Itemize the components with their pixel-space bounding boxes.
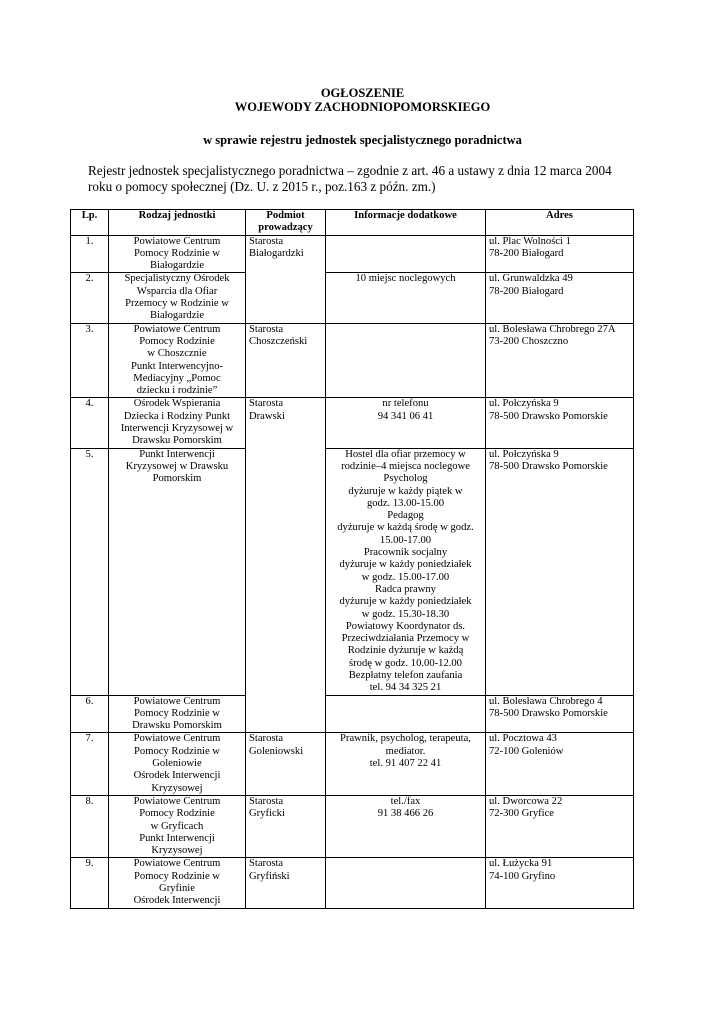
cell-line: Starosta [249,795,284,807]
cell-line: nr telefonu [382,398,429,410]
cell-line: ul. Plac Wolności 1 [489,235,571,247]
cell-line: ul. Połczyńska 9 [489,448,559,460]
cell-line: ul. Bolesława Chrobrego 4 [489,695,603,707]
cell-line: Pracownik socjalny [363,547,448,559]
cell-line: 78-500 Drawsko Pomorskie [489,410,608,422]
cell-line: Ośrodek Wspierania [133,398,221,410]
cell-line: 15.00-17.00 [379,534,432,546]
cell-line: Pomorskim [152,473,202,485]
table-row [71,733,634,795]
cell-line: Pomocy Rodzinie w [134,870,220,882]
cell-line: Kryzysowej [151,782,203,794]
row-address [486,795,634,857]
row-address [486,323,634,398]
cell-line: mediator. [385,745,426,757]
cell-line: Pomocy Rodzinie w [134,745,220,757]
cell-line: Powiatowe Centrum [133,795,221,807]
cell-line: Punkt Interwencji [139,832,215,844]
cell-line: Interwencji Kryzysowej w [120,423,234,435]
table-row [71,695,634,733]
row-info [326,795,486,857]
cell-line: Psycholog [383,473,428,485]
row-lp: 4. [71,398,109,448]
cell-line: dyżuruje w każdą środę w godz. [337,522,474,534]
cell-line: Powiatowe Centrum [133,858,221,870]
row-address [486,858,634,908]
cell-line: 78-500 Drawsko Pomorskie [489,460,608,472]
table-row [71,398,634,448]
cell-line: środę w godz. 10.00-12.00 [349,657,462,669]
cell-line: Rodzinie dyżuruje w każdą [347,645,464,657]
header-lp: Lp. [71,210,109,236]
cell-line: 78-200 Białogard [489,285,564,297]
cell-line: Starosta [249,398,284,410]
cell-line: rodzinie–4 miejsca noclegowe [341,460,470,472]
intro-line: roku o pomocy społecznej (Dz. U. z 2015 r., poz.163 z późn. zm.) [88,178,436,194]
row-unit [109,273,246,323]
row-owner [246,235,326,323]
cell-line: Białogardzie [149,310,205,322]
row-owner [246,323,326,398]
cell-line: 91 38 466 26 [377,808,434,820]
row-lp: 1. [71,235,109,273]
cell-line: tel./fax [390,795,421,807]
row-unit [109,448,246,695]
cell-line: Białogardzki [249,247,304,259]
cell-line: Specjalistyczny Ośrodek [124,273,230,285]
row-unit [109,733,246,795]
row-address [486,235,634,273]
row-address [486,398,634,448]
cell-line: dyżuruje w każdy poniedziałek [339,559,472,571]
header-address: Adres [486,210,634,236]
cell-line: Gryficki [249,808,285,820]
cell-line: Starosta [249,858,284,870]
announcement-title: OGŁOSZENIE [320,86,405,100]
cell-line: w godz. 15.00-17.00 [361,571,450,583]
cell-line: Drawsku Pomorskim [132,435,222,447]
cell-line: Gryfiński [249,870,290,882]
cell-line: Przeciwdziałania Przemocy w [341,633,470,645]
cell-line: Ośrodek Interwencji [133,770,221,782]
cell-line: Prawnik, psycholog, terapeuta, [340,733,471,745]
cell-line: Przemocy w Rodzinie w [125,298,229,310]
cell-line: Bezpłatny telefon zaufania [348,669,463,681]
cell-line: Białogardzie [149,260,205,272]
row-address [486,695,634,733]
cell-line: ul. Bolesława Chrobrego 27A [489,323,616,335]
cell-line: Pomocy Rodzinie w [134,247,220,259]
cell-line: 10 miejsc noclegowych [355,273,456,285]
row-address [486,448,634,695]
cell-line: Wsparcia dla Ofiar [136,285,218,297]
row-unit [109,398,246,448]
cell-line: Starosta [249,235,284,247]
row-lp: 7. [71,733,109,795]
announcement-authority: WOJEWODY ZACHODNIOPOMORSKIEGO [234,100,491,114]
cell-line: ul. Dworcowa 22 [489,795,563,807]
row-unit [109,235,246,273]
row-lp: 2. [71,273,109,323]
cell-line: w godz. 15.30-18.30 [361,608,450,620]
row-unit [109,695,246,733]
cell-line: Drawski [249,410,285,422]
cell-line: Kryzysowej w Drawsku [125,460,229,472]
cell-line: tel. 94 34 325 21 [369,682,442,694]
row-info [326,235,486,273]
cell-line: 72-100 Goleniów [489,745,564,757]
header-additional-info: Informacje dodatkowe [326,210,486,236]
table-row [71,323,634,398]
row-info [326,398,486,448]
row-owner [246,795,326,857]
cell-line: Punkt Interwencji [139,448,215,460]
cell-line: Powiatowe Centrum [133,235,221,247]
cell-line: Dziecka i Rodziny Punkt [123,410,231,422]
cell-line: Pomocy Rodzinie w [134,707,220,719]
row-owner [246,733,326,795]
table-row [71,235,634,273]
cell-line: 72-300 Gryfice [489,808,555,820]
row-lp: 5. [71,448,109,695]
row-address [486,273,634,323]
register-table [70,209,634,909]
row-info [326,695,486,733]
row-info [326,448,486,695]
cell-line: Powiatowe Centrum [133,733,221,745]
cell-line: 73-200 Choszczno [489,335,569,347]
row-lp: 8. [71,795,109,857]
cell-line: Gryfinie [159,883,195,895]
row-lp: 6. [71,695,109,733]
table-header-row [71,210,634,236]
cell-line: Powiatowy Koordynator ds. [345,620,466,632]
header-unit-type: Rodzaj jednostki [109,210,246,236]
header-owner: Podmiot prowadzący [246,210,326,236]
cell-line: Pomocy Rodzinie [139,335,215,347]
table-row [71,795,634,857]
cell-line: Ośrodek Interwencji [133,895,221,907]
cell-line: ul. Łużycka 91 [489,858,553,870]
row-info [326,273,486,323]
cell-line: 78-200 Białogard [489,247,564,259]
cell-line: ul. Pocztowa 43 [489,733,557,745]
cell-line: ul. Grunwaldzka 49 [489,273,573,285]
row-lp: 9. [71,858,109,908]
cell-line: Hostel dla ofiar przemocy w [345,448,466,460]
row-info [326,323,486,398]
cell-line: 74-100 Gryfino [489,870,556,882]
cell-line: Goleniowski [249,745,304,757]
cell-line: Radca prawny [375,583,436,595]
cell-line: dyżuruje w każdy piątek w [348,485,463,497]
cell-line: dziecku i rodzinie” [136,385,218,397]
cell-line: tel. 91 407 22 41 [369,758,442,770]
cell-line: Goleniowie [152,758,202,770]
cell-line: Powiatowe Centrum [133,323,221,335]
cell-line: Drawsku Pomorskim [132,720,222,732]
cell-line: Choszczeński [249,335,308,347]
row-owner [246,398,326,733]
cell-line: ul. Połczyńska 9 [489,398,559,410]
row-owner [246,858,326,908]
cell-line: dyżuruje w każdy poniedziałek [339,596,472,608]
table-row [71,273,634,323]
announcement-subtitle: w sprawie rejestru jednostek specjalistycznego poradnictwa [203,133,522,147]
cell-line: w Gryficach [150,820,204,832]
cell-line: Mediacyjny „Pomoc [133,372,221,384]
cell-line: Pomocy Rodzinie [139,808,215,820]
table-row [71,858,634,908]
cell-line: Punkt Interwencyjno- [130,360,224,372]
cell-line: w Choszcznie [147,348,207,360]
cell-line: Starosta [249,323,284,335]
row-unit [109,795,246,857]
intro-line: Rejestr jednostek specjalistycznego poradnictwa – zgodnie z art. 46 a ustawy z dnia 12 marca 2004 [88,163,612,178]
row-address [486,733,634,795]
cell-line: 78-500 Drawsko Pomorskie [489,707,608,719]
cell-line: Starosta [249,733,284,745]
row-info [326,733,486,795]
row-unit [109,858,246,908]
cell-line: 94 341 06 41 [377,410,434,422]
cell-line: godz. 13.00-15.00 [366,497,445,509]
row-lp: 3. [71,323,109,398]
row-unit [109,323,246,398]
cell-line: Powiatowe Centrum [133,695,221,707]
cell-line: Kryzysowej [151,845,203,857]
cell-line: Pedagog [387,510,424,522]
intro-paragraph [88,163,648,194]
row-info [326,858,486,908]
table-row [71,448,634,695]
